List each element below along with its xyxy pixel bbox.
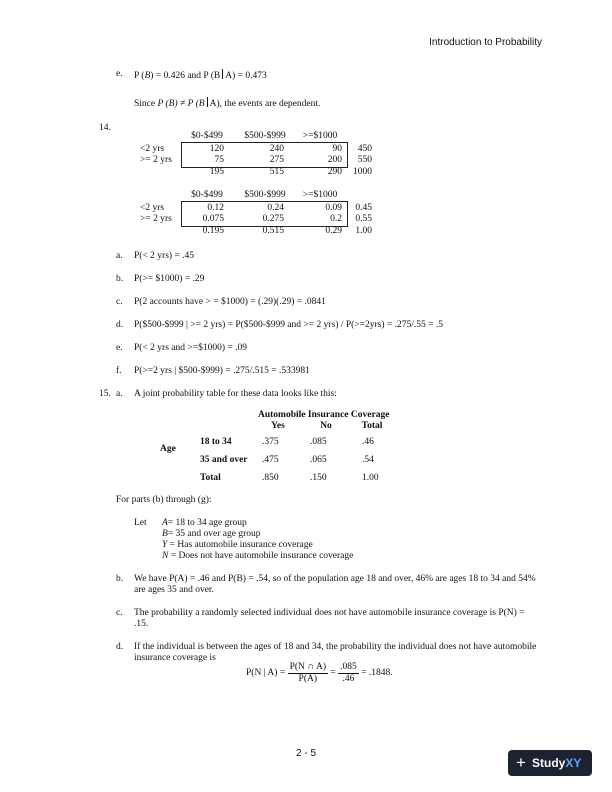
row-total: 550 [357,155,372,165]
parts-intro: For parts (b) through (g): [116,495,212,505]
table-cell: 75 [214,155,224,165]
problem-number-14: 14. [99,123,111,133]
table-cell: 0.075 [202,214,224,224]
fraction-numerator: .085 [338,662,359,674]
part-label: b. [116,574,124,584]
part-text: P(2 accounts have > = $1000) = (.29)(.29) = .0841 [134,297,326,307]
part-text: The probability a randomly selected individual does not have automobile insurance coverage is P(N) = [134,608,525,618]
row-total: 0.55 [355,214,372,224]
studyxy-logo [508,750,592,776]
table-cell: 200 [327,155,342,165]
page-header-title: Introduction to Probability [429,37,542,48]
definition: A= 18 to 34 age group [162,518,247,528]
definition: N = Does not have automobile insurance coverage [162,551,354,561]
part-text: If the individual is between the ages of 18 and 34, the probability the individual does not have automobile [134,642,537,652]
column-total: 0.515 [262,226,284,236]
part-label: a. [116,389,123,399]
column-total: 0.195 [202,226,224,236]
fraction [338,662,359,686]
table-cell: .065 [310,455,327,465]
part-text: P(>=2 yrs | $500-$999) = .275/.515 = .533981 [134,366,310,376]
part-text: P(< 2 yrs) = .45 [134,251,195,261]
column-header: $500-$999 [244,190,286,200]
formula-result: = .1848. [361,668,393,679]
part-text: P($500-$999 | >= 2 yrs) = P($500-$999 and >= 2 yrs) / P(>=2yrs) = .275/.55 = .5 [134,320,443,330]
fraction-denominator: P(A) [298,674,318,685]
formula-lhs: P(N | A) = [246,668,286,679]
part-label: e. [116,69,123,79]
column-header: $500-$999 [244,131,286,141]
part-label: a. [116,251,123,261]
column-total: 195 [209,167,224,177]
column-header: Yes [271,421,285,431]
conditional-probability-formula [246,662,393,686]
row-label: 35 and over [200,455,248,465]
column-header: No [320,421,332,431]
table-cell: 0.275 [262,214,284,224]
table-cell: .375 [262,437,279,447]
column-total: 515 [269,167,284,177]
row-label: Total [200,473,221,483]
column-header: $0-$499 [191,190,223,200]
p13e-conclusion: Since P (B) ≠ P (B A), the events are dependent. [134,99,321,109]
equals-sign: = [330,668,336,679]
part-label: e. [116,343,123,353]
row-total: 0.45 [355,203,372,213]
table-cell: 0.12 [207,203,224,213]
logo-text: StudyXY [532,756,582,770]
row-label: <2 yrs [140,144,165,154]
row-label: <2 yrs [140,203,165,213]
row-label: >= 2 yrs [140,155,172,165]
table-cell: 90 [332,144,342,154]
table-cell: 1.00 [362,473,379,483]
problem-number-15: 15. [99,389,111,399]
part-text: insurance coverage is [134,653,216,663]
table-cell: 0.24 [267,203,284,213]
column-total: 290 [327,167,342,177]
definition: Y = Has automobile insurance coverage [162,540,313,550]
part-label: c. [116,297,123,307]
part-text: .15. [134,619,149,629]
table-cell: .46 [362,437,374,447]
fraction-denominator: .46 [342,674,355,685]
part-text: A joint probability table for these data looks like this: [134,389,337,399]
part-text: P(>= $1000) = .29 [134,274,205,284]
table-cell: .475 [262,455,279,465]
part-label: d. [116,642,124,652]
row-label: 18 to 34 [200,437,232,447]
column-header: $0-$499 [191,131,223,141]
part-label: f. [116,366,122,376]
part-label: c. [116,608,123,618]
part-text: P(< 2 yrs and >=$1000) = .09 [134,343,247,353]
table-cell: 240 [269,144,284,154]
table-cell: 275 [269,155,284,165]
page-number: 2 - 5 [296,748,317,759]
fraction [288,662,328,686]
part-text: We have P(A) = .46 and P(B) = .54, so of the population age 18 and over, 46% are ages 18 to 34 and 54% [134,574,536,584]
plus-icon: + [516,753,526,772]
part-label: b. [116,274,124,284]
part-text: are ages 35 and over. [134,585,214,595]
let-word: Let [134,518,147,528]
table-cell: 120 [209,144,224,154]
table-cell: .850 [262,473,279,483]
grand-total: 1.00 [355,226,372,236]
grand-total: 1000 [353,167,372,177]
column-header: >=$1000 [302,131,338,141]
definition: B= 35 and over age group [162,529,261,539]
row-label: >= 2 yrs [140,214,172,224]
p13e-statement: P (B) = 0.426 and P (B A) = 0.473 [134,71,267,81]
table-cell: .150 [310,473,327,483]
table-title: Automobile Insurance Coverage [258,410,390,420]
table-cell: .54 [362,455,374,465]
column-header: >=$1000 [302,190,338,200]
column-total: 0.29 [325,226,342,236]
table-cell: 0.2 [330,214,342,224]
column-header: Total [361,421,383,431]
table-cell: 0.09 [325,203,342,213]
row-group-label: Age [160,444,176,454]
table-cell: .085 [310,437,327,447]
part-label: d. [116,320,124,330]
fraction-numerator: P(N ∩ A) [288,662,328,674]
row-total: 450 [357,144,372,154]
